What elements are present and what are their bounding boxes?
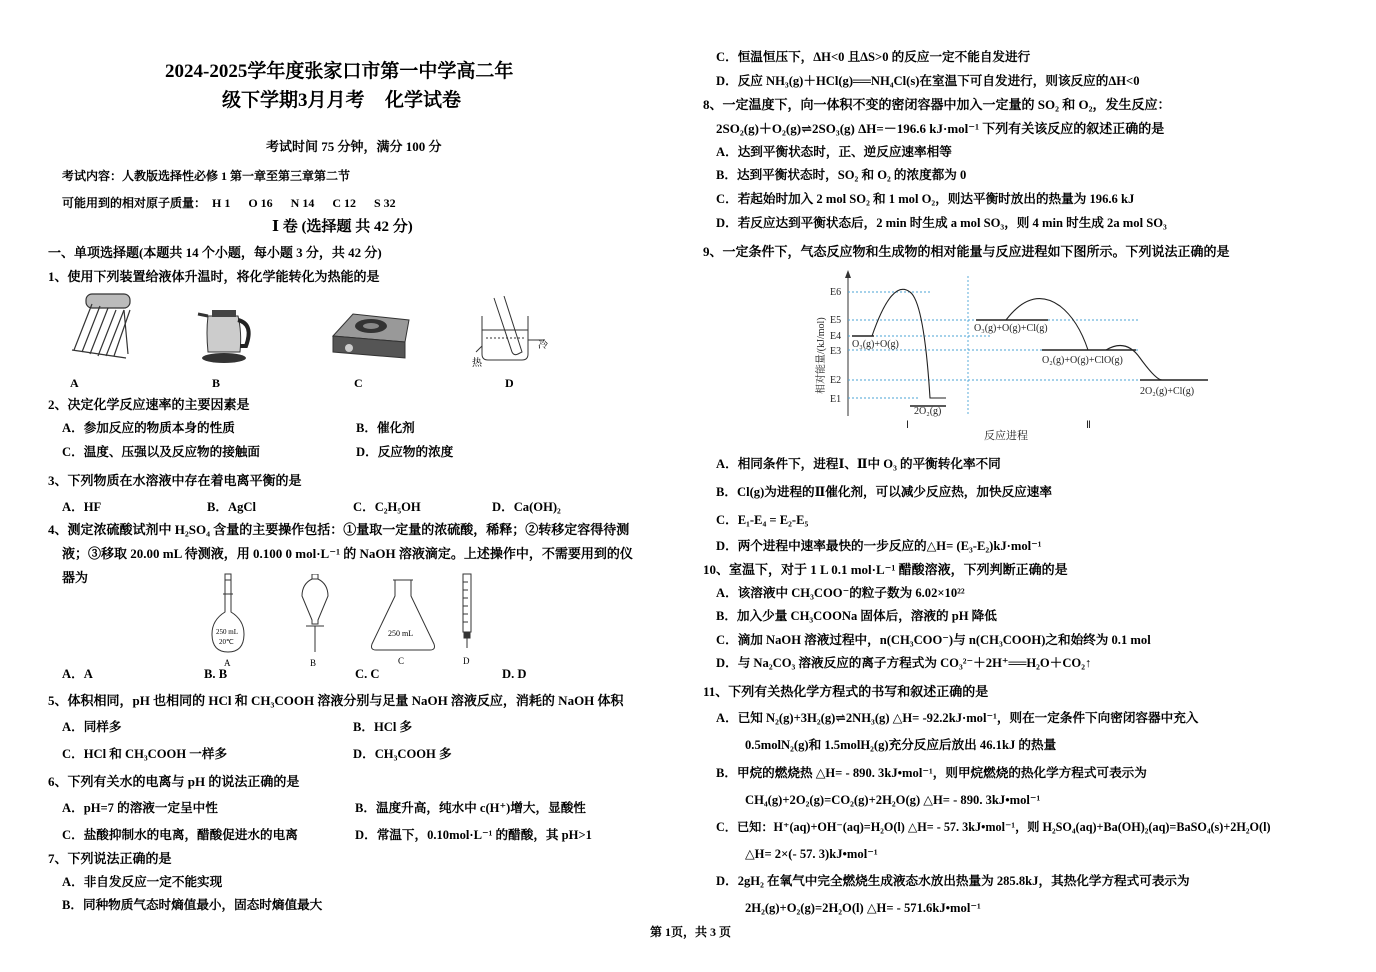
flask-volume-label: 250 mL (216, 628, 238, 636)
exam-title-line2: 级下学期3月月考 (222, 90, 365, 111)
q7-option-a[interactable]: A．非自发反应一定不能实现 (62, 875, 223, 889)
q4-option-a[interactable]: A．A (62, 667, 93, 681)
level-e5: E5 (830, 315, 842, 326)
q4-pic-label-b: B (310, 658, 317, 668)
q1-label-a: A (70, 376, 79, 390)
level-e4: E4 (830, 331, 842, 342)
electric-kettle-image (196, 302, 256, 366)
q8-option-b[interactable]: B．达到平衡状态时，SO₂ 和 O₂ 的浓度都为 0 (716, 168, 967, 182)
q10-option-b[interactable]: B．加入少量 CH₃COONa 固体后，溶液的 pH 降低 (716, 609, 997, 623)
species-o2-o-clo: O₂(g)+O(g)+ClO(g) (1042, 355, 1123, 366)
species-o3-o-cl: O₃(g)+O(g)+Cl(g) (974, 323, 1048, 334)
level-e6: E6 (830, 287, 842, 298)
q9-option-d[interactable]: D．两个进程中速率最快的一步反应的△H= (E₃-E₂)kJ·mol⁻¹ (716, 539, 1042, 553)
q7-option-c[interactable]: C．恒温恒压下，ΔH<0 且ΔS>0 的反应一定不能自发进行 (716, 50, 1031, 64)
q6-option-a[interactable]: A．pH=7 的溶液一定呈中性 (62, 801, 218, 815)
q6-option-d[interactable]: D．常温下，0.10mol·L⁻¹ 的醋酸，其 pH>1 (355, 828, 592, 842)
q3-stem: 3、下列物质在水溶液中存在着电离平衡的是 (48, 473, 302, 488)
q1-stem: 1、使用下列装置给液体升温时，将化学能转化为热能的是 (48, 269, 380, 284)
q4-stem-line2: 液；③移取 20.00 mL 待测液，用 0.100 0 mol·L⁻¹ 的 NaOH 溶液滴定。上述操作中，不需要用到的仪 (62, 546, 633, 561)
q10-stem: 10、室温下，对于 1 L 0.1 mol·L⁻¹ 醋酸溶液，下列判断正确的是 (703, 562, 1068, 577)
q5-option-b[interactable]: B．HCl 多 (353, 720, 413, 734)
q10-option-a[interactable]: A．该溶液中 CH₃COO⁻的粒子数为 6.02×10²² (716, 586, 965, 600)
q7-option-d[interactable]: D．反应 NH₃(g)＋HCl(g)══NH₄Cl(s)在室温下可自发进行，则该反应的ΔH<0 (716, 74, 1140, 88)
process-label-1: Ⅰ (906, 420, 909, 431)
q4-option-d[interactable]: D. D (502, 667, 527, 681)
level-e3: E3 (830, 346, 842, 357)
species-2o2-cl: 2O₂(g)+Cl(g) (1140, 386, 1195, 397)
q2-option-b[interactable]: B．催化剂 (356, 421, 415, 435)
q9-option-a[interactable]: A．相同条件下，进程Ⅰ、Ⅱ中 O₃ 的平衡转化率不同 (716, 457, 1001, 471)
q11-option-a-cont: 0.5molN₂(g)和 1.5molH₂(g)充分反应后放出 46.1kJ 的热量 (745, 738, 1057, 752)
q4-stem-line1: 4、测定浓硫酸试剂中 H₂SO₄ 含量的主要操作包括：①量取一定量的浓硫酸，稀释；②转移定容得待测 (48, 522, 630, 537)
q5-stem: 5、体积相同，pH 也相同的 HCl 和 CH₃COOH 溶液分别与足量 NaOH 溶液反应，消耗的 NaOH 体积 (48, 693, 624, 708)
level-e2: E2 (830, 375, 842, 386)
burette-image (458, 572, 478, 668)
q2-option-c[interactable]: C．温度、压强以及反应物的接触面 (62, 445, 261, 459)
q3-option-b[interactable]: B．AgCl (207, 500, 256, 514)
level-e1: E1 (830, 394, 842, 405)
process-label-2: Ⅱ (1086, 420, 1091, 431)
q9-option-c[interactable]: C．E₁-E₄ = E₂-E₅ (716, 513, 809, 527)
q4-pic-label-a: A (224, 658, 231, 668)
erlen-volume-label: 250 mL (388, 629, 414, 638)
q6-stem: 6、下列有关水的电离与 pH 的说法正确的是 (48, 774, 300, 789)
gas-stove-image (327, 306, 411, 362)
q5-option-d[interactable]: D．CH₃COOH 多 (353, 747, 452, 761)
q3-option-a[interactable]: A．HF (62, 500, 102, 514)
q1-cold-label: 冷 (538, 340, 548, 351)
q11-option-c-cont: △H= 2×(- 57. 3)kJ•mol⁻¹ (745, 847, 878, 861)
q6-option-b[interactable]: B．温度升高，纯水中 c(H⁺)增大，显酸性 (355, 801, 586, 815)
q11-option-b[interactable]: B．甲烷的燃烧热 △H= - 890. 3kJ•mol⁻¹，则甲烷燃烧的热化学方程式可表示为 (716, 766, 1147, 780)
solar-water-heater-image (66, 290, 138, 362)
y-axis-label: 相对能量/(kJ/mol) (816, 317, 827, 394)
q8-option-c[interactable]: C．若起始时加入 2 mol SO₂ 和 1 mol O₂，则达平衡时放出的热量为 196.6 kJ (716, 192, 1135, 206)
exam-scope: 考试内容：人教版选择性必修 1 第一章至第三章第二节 (62, 169, 351, 183)
q4-option-c[interactable]: C. C (355, 667, 380, 681)
q7-option-b[interactable]: B．同种物质气态时熵值最小，固态时熵值最大 (62, 898, 323, 912)
q9-stem: 9、一定条件下，气态反应物和生成物的相对能量与反应进程如下图所示。下列说法正确的是 (703, 244, 1230, 259)
species-o3-o: O₃(g)+O(g) (852, 339, 899, 350)
q3-option-d[interactable]: D．Ca(OH)₂ (492, 500, 561, 514)
q4-pic-label-c: C (398, 656, 405, 666)
q2-stem: 2、决定化学反应速率的主要因素是 (48, 397, 250, 412)
q11-option-b-cont: CH₄(g)+2O₂(g)=CO₂(g)+2H₂O(g) △H= - 890. 3kJ•mol⁻¹ (745, 793, 1041, 807)
q2-option-d[interactable]: D．反应物的浓度 (356, 445, 454, 459)
flask-temp-label: 20℃ (219, 638, 234, 646)
q1-label-d: D (505, 376, 514, 390)
q4-pic-label-d: D (463, 656, 470, 666)
q8-stem-line2: 2SO₂(g)＋O₂(g)⇌2SO₃(g) ΔH=－196.6 kJ·mol⁻¹ 下列有关该反应的叙述正确的是 (716, 121, 1165, 136)
q3-option-c[interactable]: C．C₂H₅OH (353, 500, 421, 514)
page-footer: 第 1页，共 3 页 (650, 925, 732, 939)
q6-option-c[interactable]: C．盐酸抑制水的电离，醋酸促进水的电离 (62, 828, 298, 842)
volume-title: Ⅰ 卷 (选择题 共 42 分) (272, 219, 413, 235)
x-axis-label: 反应进程 (984, 430, 1028, 442)
energy-profile-diagram (810, 268, 1230, 448)
exam-info: 考试时间 75 分钟，满分 100 分 (266, 139, 442, 154)
q11-option-c[interactable]: C．已知：H⁺(aq)+OH⁻(aq)=H₂O(l) △H= - 57. 3kJ•mol⁻¹，则 H₂SO₄(aq)+Ba(OH)₂(aq)=BaSO₄(s)+2H₂O(l) (716, 820, 1271, 834)
q1-hot-label: 热 (472, 358, 482, 368)
q2-option-a[interactable]: A．参加反应的物质本身的性质 (62, 421, 235, 435)
atomic-masses: 可能用到的相对原子质量： H 1 O 16 N 14 C 12 S 32 (62, 196, 396, 210)
volumetric-flask-image (208, 572, 250, 668)
exam-subject: 化学试卷 (385, 90, 462, 111)
species-2o2: 2O₂(g) (914, 406, 942, 417)
exam-title-line1: 2024-2025学年度张家口市第一中学高二年 (165, 61, 514, 82)
q11-option-a[interactable]: A．已知 N₂(g)+3H₂(g)⇌2NH₃(g) △H= -92.2kJ·mol⁻¹，则在一定条件下向密闭容器中充入 (716, 711, 1199, 725)
q8-stem-line1: 8、一定温度下，向一体积不变的密闭容器中加入一定量的 SO₂ 和 O₂，发生反应： (703, 97, 1171, 112)
q10-option-d[interactable]: D．与 Na₂CO₃ 溶液反应的离子方程式为 CO₃²⁻＋2H⁺══H₂O＋CO₂↑ (716, 656, 1092, 670)
q1-label-b: B (212, 376, 221, 390)
q11-option-d[interactable]: D．2gH₂ 在氧气中完全燃烧生成液态水放出热量为 285.8kJ，其热化学方程式可表示为 (716, 874, 1190, 888)
q7-stem: 7、下列说法正确的是 (48, 851, 172, 866)
q9-option-b[interactable]: B．Cl(g)为进程的Ⅱ催化剂，可以减少反应热，加快反应速率 (716, 485, 1052, 499)
q11-option-d-cont: 2H₂(g)+O₂(g)=2H₂O(l) △H= - 571.6kJ•mol⁻¹ (745, 901, 981, 915)
q1-label-c: C (354, 376, 363, 390)
erlenmeyer-flask-image (368, 578, 438, 668)
process-2-curve (978, 299, 1208, 380)
separatory-funnel-image (298, 574, 332, 668)
test-tube-in-beaker-image (472, 296, 552, 368)
section-title: 一、单项选择题(本题共 14 个小题，每小题 3 分，共 42 分) (48, 245, 382, 260)
q8-option-d[interactable]: D．若反应达到平衡状态后，2 min 时生成 a mol SO₃，则 4 min 时生成 2a mol SO₃ (716, 216, 1167, 230)
q4-stem-line3: 器为 (62, 570, 89, 585)
q4-option-b[interactable]: B. B (204, 667, 228, 681)
q10-option-c[interactable]: C．滴加 NaOH 溶液过程中，n(CH₃COO⁻)与 n(CH₃COOH)之和始终为 0.1 mol (716, 633, 1151, 647)
q8-option-a[interactable]: A．达到平衡状态时，正、逆反应速率相等 (716, 145, 952, 159)
q11-stem: 11、下列有关热化学方程式的书写和叙述正确的是 (703, 684, 989, 699)
q5-option-c[interactable]: C．HCl 和 CH₃COOH 一样多 (62, 747, 228, 761)
q5-option-a[interactable]: A．同样多 (62, 720, 122, 734)
